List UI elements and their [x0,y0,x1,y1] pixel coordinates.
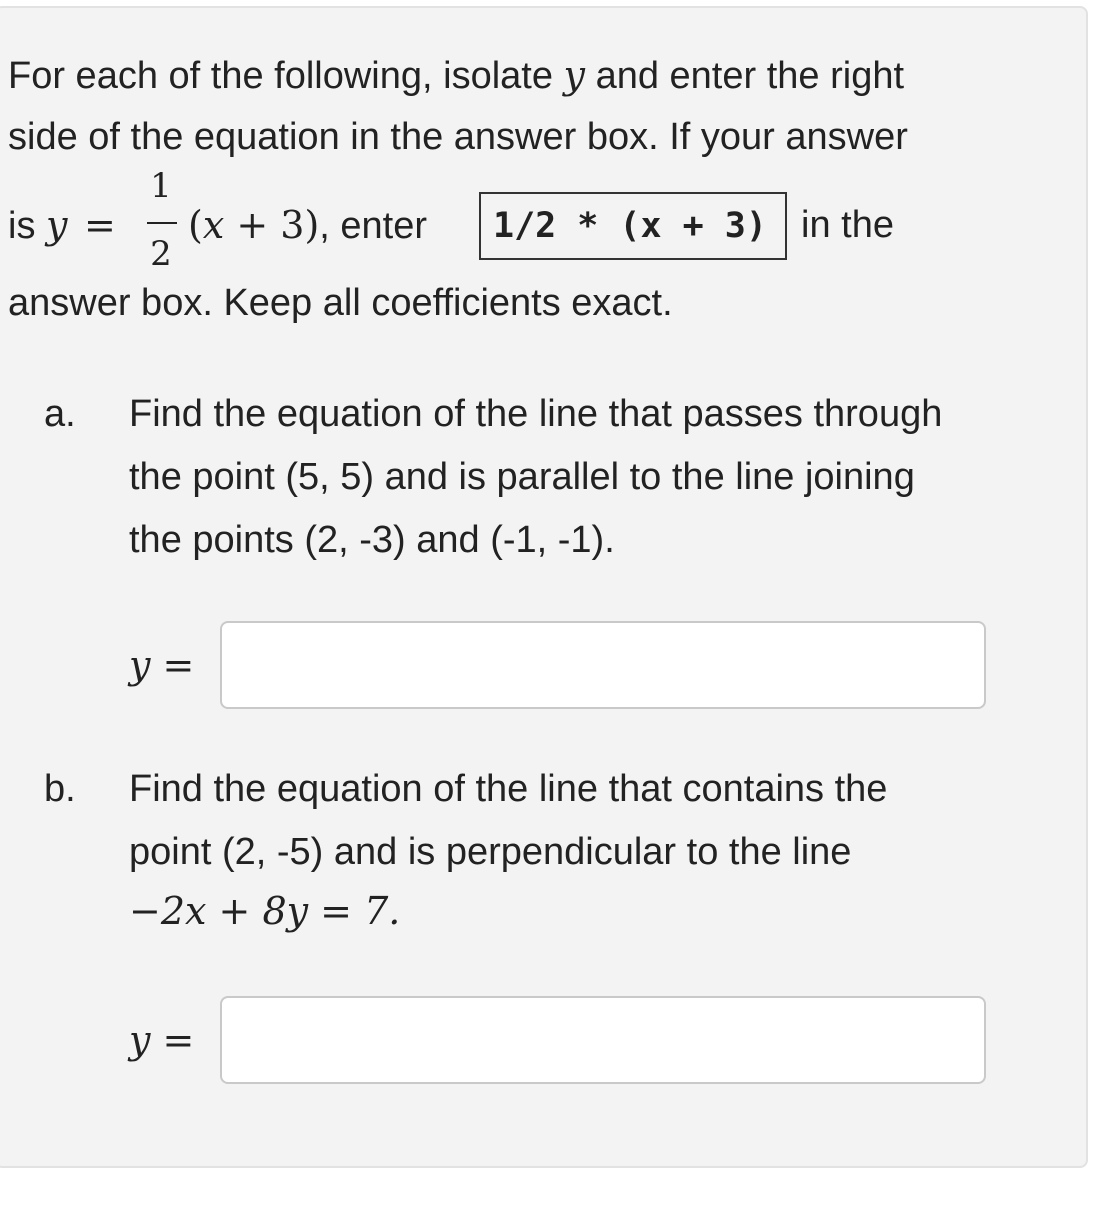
fraction-bar [147,222,177,224]
question-b-line-1: Find the equation of the line that contains the [129,768,888,810]
question-a-line-1: Find the equation of the line that passes through [129,393,943,435]
fraction-numerator: 1 [150,166,172,206]
question-a-answer-prefix: y = [129,643,195,687]
question-b-label: b. [44,768,76,810]
question-b-answer-prefix: y = [129,1018,195,1062]
question-a-answer-input[interactable] [220,621,986,709]
question-b-line-2: point (2, -5) and is perpendicular to the line [129,831,852,873]
instruction-line-4: answer box. Keep all coefficients exact. [8,282,673,324]
question-a-line-3: the points (2, -3) and (-1, -1). [129,519,615,561]
question-a-label: a. [44,393,76,435]
question-b-math-line: −2x + 8y = 7. [129,889,401,933]
instruction-line-2: side of the equation in the answer box. If your answer [8,116,908,158]
instruction-line-3-prefix: is y = [8,203,116,247]
instruction-line-1: For each of the following, isolate y and enter the right [8,53,905,97]
example-code-box: 1/2 * (x + 3) [479,192,787,260]
question-a-line-2: the point (5, 5) and is parallel to the line joining [129,456,915,498]
fraction-denominator: 2 [150,234,172,274]
question-b-answer-input[interactable] [220,996,986,1084]
instruction-line-3-suffix: in the [801,204,894,246]
instruction-line-3-expr: (x + 3), enter [188,203,427,247]
